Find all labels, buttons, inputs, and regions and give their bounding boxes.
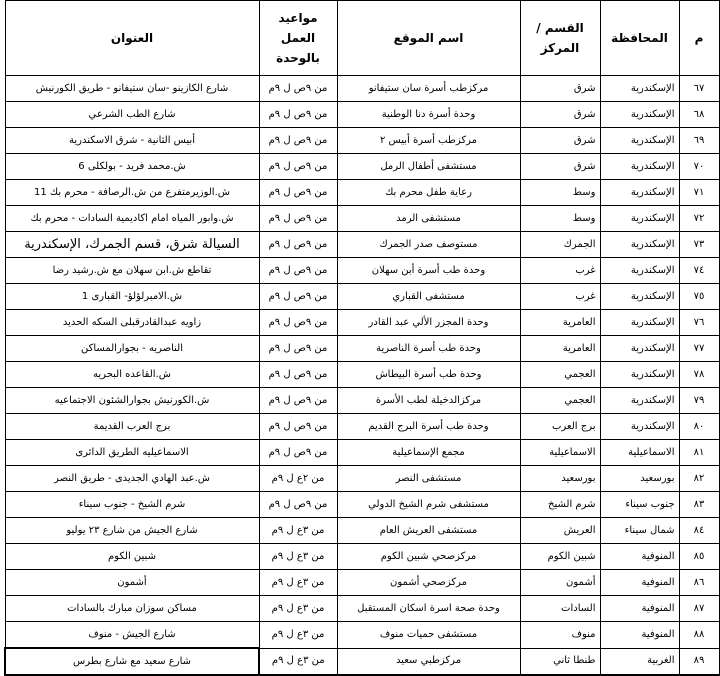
working-hours-cell: من ٩ص ل ٩م (259, 180, 337, 206)
working-hours-cell: من ٣ع ل ٩م (259, 544, 337, 570)
governorate-cell: الإسكندرية (600, 310, 679, 336)
site-name-cell: مستوصف صدر الجمرك (337, 232, 520, 258)
working-hours-cell: من ٣ع ل ٩م (259, 518, 337, 544)
site-name-cell: مستشفى الرمد (337, 206, 520, 232)
row-number: ٨٣ (679, 492, 719, 518)
working-hours-cell: من ٩ص ل ٩م (259, 284, 337, 310)
table-row (5, 544, 719, 570)
working-hours-cell: من ٩ص ل ٩م (259, 258, 337, 284)
table-row (5, 492, 719, 518)
governorate-cell: شمال سيناء (600, 518, 679, 544)
governorate-cell: الإسكندرية (600, 154, 679, 180)
address-cell: تقاطع ش.ابن سهلان مع ش.رشيد رضا (5, 258, 259, 284)
governorate-cell: المنوفية (600, 544, 679, 570)
row-number: ٧٢ (679, 206, 719, 232)
table-row (5, 596, 719, 622)
working-hours-cell: من ٣ع ل ٩م (259, 622, 337, 649)
table-row (5, 388, 719, 414)
governorate-cell: الإسكندرية (600, 128, 679, 154)
header-address: العنوان (5, 1, 259, 76)
site-name-cell: مركزطبي سعيد (337, 648, 520, 675)
governorate-cell: الإسكندرية (600, 414, 679, 440)
row-number: ٨٢ (679, 466, 719, 492)
working-hours-cell: من ٩ص ل ٩م (259, 128, 337, 154)
governorate-cell: الإسكندرية (600, 388, 679, 414)
governorate-cell: الإسكندرية (600, 76, 679, 102)
header-site: اسم الموقع (337, 1, 520, 76)
section-cell: غرب (520, 258, 600, 284)
row-number: ٦٨ (679, 102, 719, 128)
site-name-cell: مركزالدخيلة لطب الأسرة (337, 388, 520, 414)
table-row (5, 310, 719, 336)
address-cell: ش.الكورنيش بجوارالشئون الاجتماعيه (5, 388, 259, 414)
address-cell: الناصريه - بجوارالمساكن (5, 336, 259, 362)
working-hours-cell: من ٩ص ل ٩م (259, 76, 337, 102)
site-name-cell: مجمع الإسماعيلية (337, 440, 520, 466)
address-cell: السيالة شرق، قسم الجمرك، الإسكندرية (5, 232, 259, 258)
row-number: ٨٦ (679, 570, 719, 596)
row-number: ٧٣ (679, 232, 719, 258)
table-row (5, 258, 719, 284)
row-number: ٨٨ (679, 622, 719, 649)
header-section: القسم / المركز (520, 1, 600, 76)
site-name-cell: مستشفى أطفال الرمل (337, 154, 520, 180)
table-row (5, 102, 719, 128)
section-cell: بورسعيد (520, 466, 600, 492)
section-cell: برج العرب (520, 414, 600, 440)
section-cell: العريش (520, 518, 600, 544)
section-cell: شرم الشيخ (520, 492, 600, 518)
site-name-cell: مركزصحي أشمون (337, 570, 520, 596)
address-cell: شبين الكوم (5, 544, 259, 570)
section-cell: الجمرك (520, 232, 600, 258)
sites-table (4, 0, 720, 676)
address-cell: شارع الجيش من شارع ٢٣ يوليو (5, 518, 259, 544)
working-hours-cell: من ٩ص ل ٩م (259, 232, 337, 258)
governorate-cell: الإسكندرية (600, 362, 679, 388)
row-number: ٧١ (679, 180, 719, 206)
site-name-cell: مستشفى حميات منوف (337, 622, 520, 649)
table-row (5, 76, 719, 102)
row-number: ٦٩ (679, 128, 719, 154)
section-cell: العامرية (520, 310, 600, 336)
governorate-cell: المنوفية (600, 570, 679, 596)
site-name-cell: مستشفى القباري (337, 284, 520, 310)
governorate-cell: الإسكندرية (600, 102, 679, 128)
working-hours-cell: من ٣ع ل ٩م (259, 648, 337, 675)
address-cell: شارع الكازينو -سان ستيفانو - طريق الكورنيش (5, 76, 259, 102)
site-name-cell: وحدة طب أسرة البرج القديم (337, 414, 520, 440)
address-cell: ش.القاعده البحريه (5, 362, 259, 388)
table-row (5, 440, 719, 466)
address-cell: أشمون (5, 570, 259, 596)
governorate-cell: الاسماعيلية (600, 440, 679, 466)
section-cell: السادات (520, 596, 600, 622)
table-row (5, 336, 719, 362)
address-cell: ش.الوزيرمتفرع من ش.الرصافة - محرم بك 11 (5, 180, 259, 206)
site-name-cell: مستشفى العريش العام (337, 518, 520, 544)
governorate-cell: الإسكندرية (600, 206, 679, 232)
governorate-cell: الإسكندرية (600, 232, 679, 258)
site-name-cell: وحدة المجزر الألي عبد القادر (337, 310, 520, 336)
header-hours: مواعيد العمل بالوحدة (259, 1, 337, 76)
address-cell: شارع الطب الشرعي (5, 102, 259, 128)
table-row (5, 154, 719, 180)
working-hours-cell: من ٣ع ل ٩م (259, 596, 337, 622)
section-cell: أشمون (520, 570, 600, 596)
address-cell: ش.محمد فريد - بولكلى 6 (5, 154, 259, 180)
site-name-cell: مركزطب أسرة سان ستيفانو (337, 76, 520, 102)
governorate-cell: بورسعيد (600, 466, 679, 492)
header-row (5, 1, 719, 76)
table-row (5, 128, 719, 154)
row-number: ٧٩ (679, 388, 719, 414)
site-name-cell: وحدة طب أسرة أبن سهلان (337, 258, 520, 284)
working-hours-cell: من ٩ص ل ٩م (259, 154, 337, 180)
site-name-cell: مستشفى النصر (337, 466, 520, 492)
row-number: ٨٤ (679, 518, 719, 544)
site-name-cell: مركزطب أسرة أبيس ٢ (337, 128, 520, 154)
row-number: ٧٤ (679, 258, 719, 284)
working-hours-cell: من ٩ص ل ٩م (259, 492, 337, 518)
working-hours-cell: من ٩ص ل ٩م (259, 206, 337, 232)
table-row (5, 622, 719, 649)
site-name-cell: وحدة أسرة دنا الوطنية (337, 102, 520, 128)
address-cell: برج العرب القديمة (5, 414, 259, 440)
address-cell: ش.عبد الهادي الجديدى - طريق النصر (5, 466, 259, 492)
address-cell: أبيس الثانية - شرق الاسكندرية (5, 128, 259, 154)
table-row (5, 284, 719, 310)
governorate-cell: المنوفية (600, 596, 679, 622)
site-name-cell: مستشفى شرم الشيخ الدولي (337, 492, 520, 518)
address-cell: زاويه عبدالقادرقبلى السكه الحديد (5, 310, 259, 336)
working-hours-cell: من ٢ع ل ٩م (259, 466, 337, 492)
site-name-cell: مركزصحي شبين الكوم (337, 544, 520, 570)
table-row (5, 570, 719, 596)
section-cell: العجمي (520, 388, 600, 414)
row-number: ٨٩ (679, 648, 719, 675)
working-hours-cell: من ٩ص ل ٩م (259, 414, 337, 440)
address-cell: ش.وابور المياه امام اكاديمية السادات - محرم بك (5, 206, 259, 232)
row-number: ٨٧ (679, 596, 719, 622)
governorate-cell: جنوب سيناء (600, 492, 679, 518)
row-number: ٧٧ (679, 336, 719, 362)
working-hours-cell: من ٩ص ل ٩م (259, 310, 337, 336)
section-cell: غرب (520, 284, 600, 310)
site-name-cell: وحدة طب أسرة الناصرية (337, 336, 520, 362)
governorate-cell: الغربية (600, 648, 679, 675)
address-cell: شرم الشيخ - جنوب سيناء (5, 492, 259, 518)
address-cell: ش.الامبرلؤلؤ- القبارى 1 (5, 284, 259, 310)
address-cell: شارع الجيش - منوف (5, 622, 259, 649)
section-cell: منوف (520, 622, 600, 649)
section-cell: شبين الكوم (520, 544, 600, 570)
row-number: ٧٨ (679, 362, 719, 388)
row-number: ٦٧ (679, 76, 719, 102)
row-number: ٨٠ (679, 414, 719, 440)
header-num: م (679, 1, 719, 76)
address-cell: شارع سعيد مع شارع بطرس (5, 648, 259, 675)
table-row (5, 518, 719, 544)
section-cell: شرق (520, 154, 600, 180)
row-number: ٧٠ (679, 154, 719, 180)
table-row (5, 232, 719, 258)
row-number: ٧٦ (679, 310, 719, 336)
section-cell: شرق (520, 102, 600, 128)
working-hours-cell: من ٩ص ل ٩م (259, 336, 337, 362)
working-hours-cell: من ٩ص ل ٩م (259, 102, 337, 128)
section-cell: العجمي (520, 362, 600, 388)
table-row (5, 180, 719, 206)
section-cell: طنطا ثاني (520, 648, 600, 675)
section-cell: العامرية (520, 336, 600, 362)
row-number: ٨٥ (679, 544, 719, 570)
table-row (5, 466, 719, 492)
governorate-cell: المنوفية (600, 622, 679, 649)
site-name-cell: وحدة صحة اسرة اسكان المستقبل (337, 596, 520, 622)
address-cell: الاسماعيليه الطريق الدائرى (5, 440, 259, 466)
section-cell: الاسماعيلية (520, 440, 600, 466)
governorate-cell: الإسكندرية (600, 180, 679, 206)
site-name-cell: رعاية طفل محرم بك (337, 180, 520, 206)
header-governorate: المحافظة (600, 1, 679, 76)
working-hours-cell: من ٣ع ل ٩م (259, 570, 337, 596)
row-number: ٧٥ (679, 284, 719, 310)
section-cell: شرق (520, 128, 600, 154)
section-cell: وسط (520, 206, 600, 232)
site-name-cell: وحدة طب أسرة البيطاش (337, 362, 520, 388)
table-row (5, 414, 719, 440)
address-cell: مساكن سوزان مبارك بالسادات (5, 596, 259, 622)
governorate-cell: الإسكندرية (600, 284, 679, 310)
governorate-cell: الإسكندرية (600, 336, 679, 362)
table-row (5, 206, 719, 232)
working-hours-cell: من ٩ص ل ٩م (259, 388, 337, 414)
governorate-cell: الإسكندرية (600, 258, 679, 284)
table-row (5, 362, 719, 388)
section-cell: وسط (520, 180, 600, 206)
section-cell: شرق (520, 76, 600, 102)
working-hours-cell: من ٩ص ل ٩م (259, 440, 337, 466)
working-hours-cell: من ٩ص ل ٩م (259, 362, 337, 388)
row-number: ٨١ (679, 440, 719, 466)
